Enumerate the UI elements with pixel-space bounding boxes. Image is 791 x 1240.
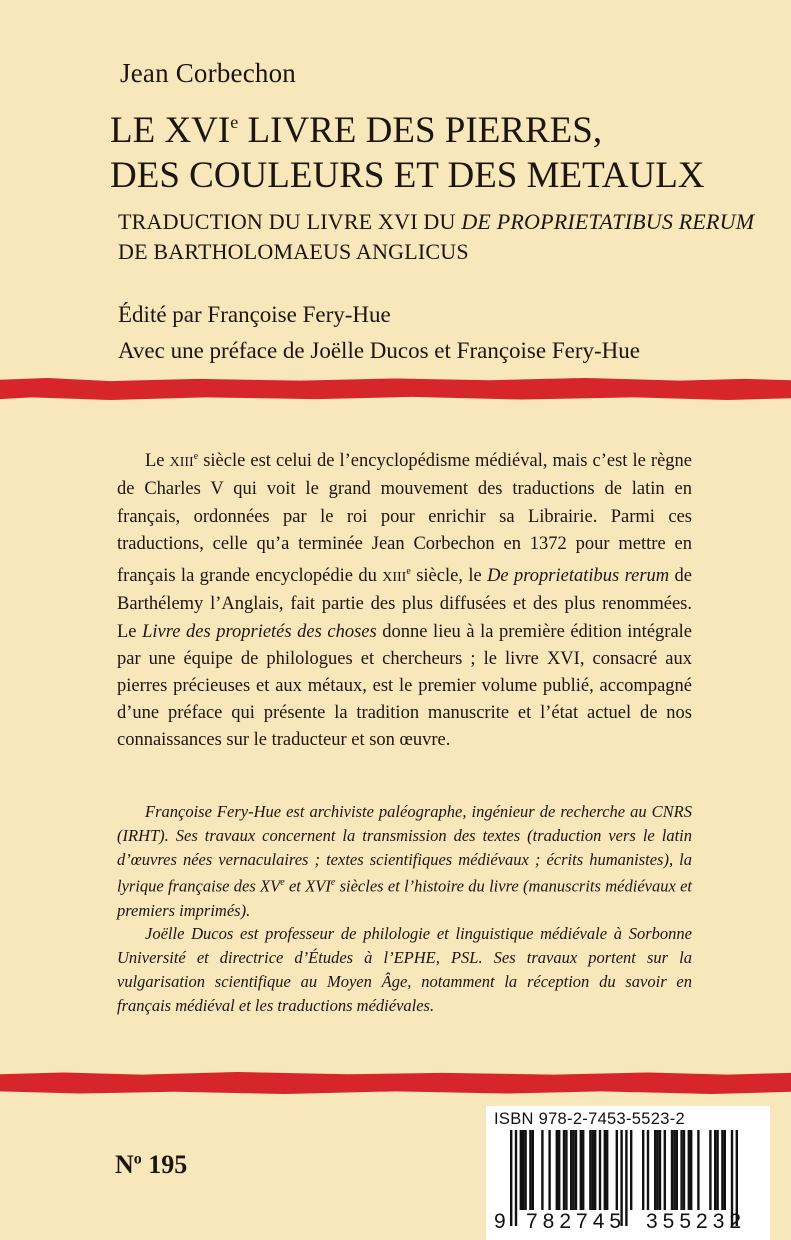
barcode-bar xyxy=(642,1130,644,1210)
barcode-bar xyxy=(673,1130,675,1210)
century-superscript: e xyxy=(406,565,411,577)
red-rule-top xyxy=(0,378,791,400)
barcode-bar xyxy=(558,1130,560,1210)
barcode-bar xyxy=(716,1130,718,1210)
barcode-bar xyxy=(582,1130,584,1210)
blurb-italic-title: Livre des proprietés des choses xyxy=(142,621,377,642)
title-line-1b: LIVRE DES PIERRES, xyxy=(238,110,603,151)
editor-block xyxy=(118,297,778,369)
barcode-bar xyxy=(647,1130,649,1210)
barcode-bar xyxy=(532,1130,534,1210)
barcode-bar xyxy=(520,1130,522,1210)
series-number-value: 195 xyxy=(141,1150,188,1179)
book-title xyxy=(110,100,780,198)
barcode-bar xyxy=(714,1130,716,1210)
bio-superscript: e xyxy=(330,877,336,889)
century-superscript: e xyxy=(193,451,199,462)
bio-superscript: e xyxy=(280,877,285,889)
barcode-bar xyxy=(709,1130,711,1210)
barcode-bar xyxy=(556,1130,558,1210)
barcode-bar xyxy=(676,1130,678,1210)
century-numeral: XIII xyxy=(169,455,194,471)
barcode-bar xyxy=(599,1130,601,1210)
barcode-bar xyxy=(683,1130,685,1210)
barcode-bar xyxy=(724,1130,726,1210)
barcode-bar xyxy=(664,1130,666,1210)
barcode-bar xyxy=(697,1130,699,1210)
bio-text: Françoise Fery-Hue est archiviste paléographe, ingénieur de recherche au CNRS (IRHT). Ses travaux concernent la transmission des textes (traduction vers le latin d’œuvres nées vernaculaires ; textes scientifiques médiévaux ; écrits humanistes), la lyrique française des XV xyxy=(117,802,692,896)
barcode-bar xyxy=(654,1130,656,1210)
barcode-bar xyxy=(680,1130,682,1210)
title-line-1 xyxy=(110,100,780,153)
barcode-bar xyxy=(690,1130,692,1210)
barcode-bar xyxy=(589,1130,591,1210)
barcode-bar xyxy=(510,1130,512,1226)
blurb-text: siècle, le xyxy=(410,566,488,587)
series-number-sup: o xyxy=(133,1150,142,1168)
subtitle-part-1: TRADUCTION DU LIVRE XVI DU xyxy=(118,209,462,234)
blurb-text: donne lieu à la première édition intégrale par une équipe de philologues et chercheurs ; le livre XVI, consacré aux pierres précieuses et aux métaux, est le premier volume publié, accompagné d’une préface qui présente la tradition manuscrite et l’état actuel de nos connaissances sur le traducteur et son œuvre. xyxy=(117,621,693,751)
bio-fery-hue xyxy=(117,800,692,922)
barcode-bar xyxy=(594,1130,596,1210)
title-superscript: e xyxy=(230,112,239,132)
barcode-bar xyxy=(572,1130,574,1210)
series-number-prefix: N xyxy=(115,1150,134,1179)
ean-left-digits: 782745 xyxy=(526,1210,627,1233)
barcode-bar xyxy=(656,1130,658,1210)
barcode-bar xyxy=(616,1130,618,1210)
subtitle xyxy=(118,207,778,267)
century-numeral: XIII xyxy=(382,570,407,586)
ean-first-digit: 9 xyxy=(494,1210,506,1233)
barcode-bar xyxy=(515,1130,517,1226)
barcode-bar xyxy=(575,1130,577,1210)
barcode-bar xyxy=(630,1130,632,1210)
red-rule-bottom xyxy=(0,1072,791,1094)
barcode-bar xyxy=(721,1130,723,1210)
bio-text: et XVI xyxy=(284,876,331,896)
barcode-bar xyxy=(592,1130,594,1210)
blurb-paragraph xyxy=(117,443,692,755)
author-name: Jean Corbechon xyxy=(120,58,296,88)
title-line-1a: LE XVI xyxy=(110,110,231,151)
blurb-italic-title: De proprietatibus rerum xyxy=(487,566,670,587)
bio-ducos: Joëlle Ducos est professeur de philologie et linguistique médiévale à Sorbonne Université et directrice d’Études à l’EPHE, PSL. Ses travaux portent sur la vulgarisation scientifique au Moyen Âge, notamment la réception du savoir en français médiéval et les traductions médiévales. xyxy=(117,924,692,1015)
series-number xyxy=(115,1150,187,1180)
blurb-text: siècle est celui de l’encyclopédisme médiéval, mais c’est le règne de Charles V qui voit le grand mouvement des traductions de latin en français, ordonnées par le roi pour enrichir sa Librairie. Parmi ces traductions, celle qu’a terminée Jean Corbechon en 1372 pour mettre en français la grande encyclopédie du xyxy=(117,451,693,587)
barcode xyxy=(486,1106,770,1240)
barcode-bar xyxy=(565,1130,567,1210)
barcode-bar xyxy=(659,1130,661,1210)
editor-line: Édité par Françoise Fery-Hue xyxy=(118,302,391,327)
author-bios xyxy=(117,800,692,1018)
preface-line: Avec une préface de Joëlle Ducos et Françoise Fery-Hue xyxy=(118,338,640,363)
barcode-bar xyxy=(529,1130,531,1210)
barcode-bar xyxy=(570,1130,572,1210)
subtitle-italic: DE PROPRIETATIBUS RERUM xyxy=(461,209,755,234)
bio-text: siècles et l’histoire du livre (manuscrits médiévaux et premiers imprimés). xyxy=(117,876,693,920)
barcode-bar xyxy=(522,1130,524,1210)
barcode-bar xyxy=(688,1130,690,1210)
barcode-bar xyxy=(580,1130,582,1210)
blurb-text: de Barthélemy l’Anglais, fait partie des plus diffusées et des plus renommées. Le xyxy=(117,566,692,642)
isbn-label: ISBN 978-2-7453-5523-2 xyxy=(494,1110,685,1128)
blurb-text: Le xyxy=(145,451,170,472)
barcode-bar xyxy=(671,1130,673,1210)
barcode-bar xyxy=(548,1130,550,1210)
barcode-bar xyxy=(563,1130,565,1210)
subtitle-part-2: DE BARTHOLOMAEUS ANGLICUS xyxy=(118,239,469,264)
title-line-2: DES COULEURS ET DES METAULX xyxy=(110,155,705,196)
barcode-bar xyxy=(541,1130,543,1210)
ean-right-digits: 355232 xyxy=(646,1210,747,1233)
barcode-bar xyxy=(606,1130,608,1210)
barcode-bar xyxy=(604,1130,606,1210)
barcode-bar xyxy=(524,1130,526,1210)
